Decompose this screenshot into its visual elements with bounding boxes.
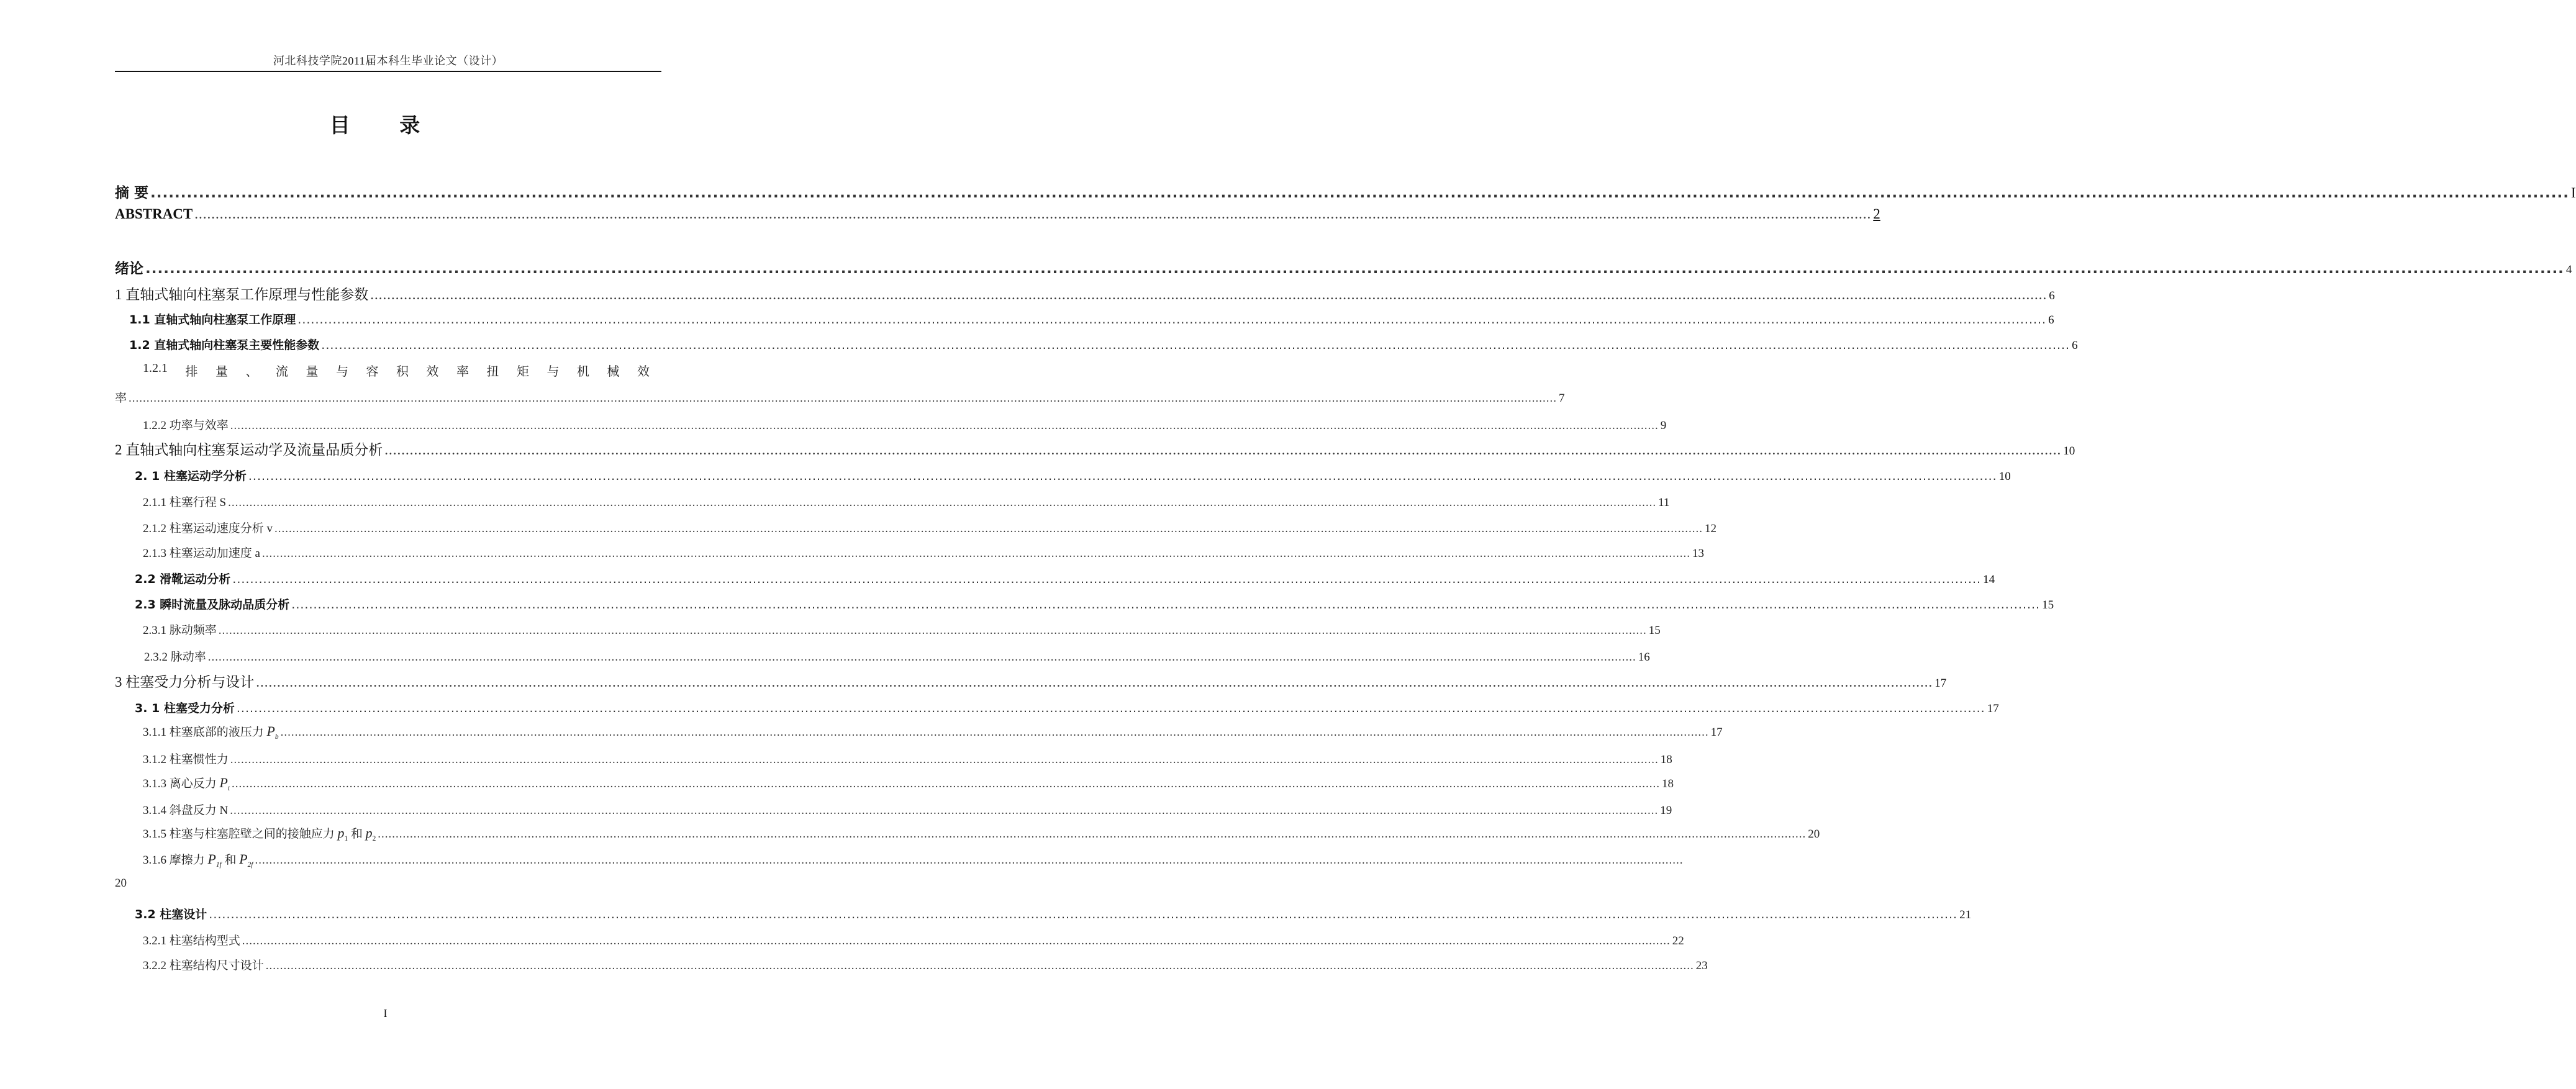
math-symbol: P [266,724,275,739]
toc-label [143,723,279,741]
toc-page: 23 [1695,959,1708,972]
toc-label: 2.2 滑靴运动分析 [135,572,231,586]
toc-entry-1-2-1-line2[interactable] [115,389,1565,405]
toc-label-text: 3.1.5 柱塞与柱塞腔壁之间的接触应力 [143,828,335,841]
toc-page: 17 [1934,677,1947,690]
toc-entry-abstract-en[interactable] [115,206,1880,222]
toc-leader: ................................................................................................................................................................................................................................................................................................................................................................................................................ [384,442,2062,458]
toc-leader: ................................................................................................................................................................................................................................................................................................................................................................................................................ [321,338,2070,352]
toc-page: 9 [1660,419,1667,432]
toc-page: 18 [1662,777,1674,790]
toc-page: 7 [1559,392,1565,405]
toc-leader: ................................................................................................................................................................................................................................................................................................................................................................................................................ [242,934,1671,947]
math-subscript: 2 [372,834,376,843]
toc-leader: ................................................................................................................................................................................................................................................................................................................................................................................................................ [150,185,2569,201]
toc-label [143,825,376,843]
toc-label: 3. 1 柱塞受力分析 [135,702,235,715]
toc-entry-1-2[interactable] [129,336,2078,353]
toc-page: 15 [2042,599,2054,612]
math-symbol: p [365,826,373,841]
toc-label-text: 3.1.1 柱塞底部的液压力 [143,726,264,739]
toc-label: 2.1.1 柱塞行程 S [143,496,227,509]
toc-entry-3-1-3[interactable] [143,774,1674,792]
toc-label: 摘 要 [115,185,149,201]
toc-entry-2-3[interactable] [135,595,2054,612]
toc-label: 1.1 直轴式轴向柱塞泵工作原理 [129,313,296,327]
toc-label [143,774,230,792]
toc-page: 10 [2063,445,2075,458]
toc-page: 16 [1638,651,1650,664]
toc-label: 绪论 [115,261,143,277]
toc-label: 2.1.3 柱塞运动加速度 a [143,547,260,560]
toc-label-token: 效 [637,365,650,379]
toc-leader: ................................................................................................................................................................................................................................................................................................................................................................................................................ [274,522,1703,535]
toc-leader: ................................................................................................................................................................................................................................................................................................................................................................................................................ [236,702,1985,715]
toc-label: 2.3.1 脉动频率 [143,624,217,637]
math-subscript: t [227,784,230,792]
toc-page: 17 [1710,726,1723,739]
header-rule [115,71,661,72]
toc-entry-2-3-2[interactable] [144,648,1650,664]
toc-page: 6 [2048,314,2054,327]
toc-label: 3.1.4 斜盘反力 N [143,804,229,817]
toc-entry-2-1[interactable] [135,467,2011,484]
toc-entry-3-1-6[interactable] [143,851,1684,869]
math-subscript: 2f [247,861,253,869]
toc-entry-3-1-1[interactable] [143,723,1723,741]
toc-label-text: 3.1.6 摩擦力 [143,854,205,867]
toc-page: 6 [2072,339,2078,352]
toc-entry-ch1[interactable] [115,283,2055,304]
toc-entry-ch2[interactable] [115,438,2075,459]
toc-page: 19 [1660,804,1672,817]
math-symbol: P [239,852,248,867]
page-title: 目 录 [329,113,442,137]
toc-label: 2.3.2 脉动率 [144,651,206,664]
toc-page: 17 [1987,702,1999,715]
toc-label: 3.2.1 柱塞结构型式 [143,934,240,947]
toc-label: 2.3 瞬时流量及脉动品质分析 [135,598,290,612]
toc-leader: ................................................................................................................................................................................................................................................................................................................................................................................................................ [218,624,1647,637]
toc-leader: ................................................................................................................................................................................................................................................................................................................................................................................................................ [297,313,2047,327]
toc-leader: ................................................................................................................................................................................................................................................................................................................................................................................................................ [230,804,1659,817]
toc-label-token: 与 [336,365,348,379]
toc-label-token: 率 [456,365,469,379]
math-subscript: 1f [215,861,222,869]
toc-leader: ................................................................................................................................................................................................................................................................................................................................................................................................................ [228,496,1657,509]
toc-entry-3-1-2[interactable] [143,750,1672,767]
toc-page: 13 [1692,547,1704,560]
toc-leader: ................................................................................................................................................................................................................................................................................................................................................................................................................ [230,419,1659,432]
math-subscript: b [274,733,279,741]
toc-label-token: 排 [185,365,198,379]
toc-label: 1.2.2 功率与效率 [143,419,229,432]
toc-label-token: 与 [546,365,560,379]
toc-entry-1-2-2[interactable] [143,416,1667,433]
toc-page: I [2570,185,2576,201]
toc-leader: ................................................................................................................................................................................................................................................................................................................................................................................................................ [261,547,1690,560]
toc-page: 15 [1648,624,1661,637]
toc-label-token: 械 [607,365,620,379]
toc-leader: ................................................................................................................................................................................................................................................................................................................................................................................................................ [370,287,2048,302]
toc-label: 2 直轴式轴向柱塞泵运动学及流量品质分析 [115,442,383,458]
toc-leader: ................................................................................................................................................................................................................................................................................................................................................................................................................ [256,674,1933,690]
toc-entry-2-3-1[interactable] [143,621,1661,638]
toc-label-conj: 和 [224,854,237,867]
toc-entry-3-1-4[interactable] [143,801,1672,818]
toc-entry-3-1[interactable] [135,699,1999,716]
toc-leader: ................................................................................................................................................................................................................................................................................................................................................................................................................ [145,261,2564,277]
toc-entry-2-2[interactable] [135,570,1995,587]
toc-page: 20 [115,877,127,890]
page-number: I [383,1007,388,1019]
toc-label-token: 容 [366,365,379,379]
toc-page: 2 [1873,206,1880,222]
toc-label-token: 扭 [486,365,499,379]
toc-entry-2-1-2[interactable] [143,519,1717,536]
toc-label: 1 直轴式轴向柱塞泵工作原理与性能参数 [115,287,369,302]
toc-leader: ................................................................................................................................................................................................................................................................................................................................................................................................................ [232,777,1661,790]
toc-label-token: 流 [276,365,288,379]
toc-page: 21 [1959,908,1972,921]
toc-label-token: 矩 [517,365,529,379]
toc-label-token: 、 [245,365,258,379]
toc-entry-1-2-1-line1[interactable] [143,361,650,379]
toc-page: 11 [1658,496,1670,509]
toc-label: 3.1.2 柱塞惯性力 [143,753,229,766]
toc-entry-1-1[interactable] [129,310,2054,327]
toc-entry-abstract-cn[interactable] [115,181,2576,202]
toc-entry-ch3[interactable] [115,671,1947,691]
toc-page: 12 [1705,522,1717,535]
toc-leader: ................................................................................................................................................................................................................................................................................................................................................................................................................ [232,572,1982,586]
toc-label-token: 效 [426,365,439,379]
toc-leader: ................................................................................................................................................................................................................................................................................................................................................................................................................ [280,726,1709,739]
toc-page: 6 [2049,289,2055,302]
toc-label: 3.2.2 柱塞结构尺寸设计 [143,959,264,972]
toc-entry-2-1-3[interactable] [143,544,1704,561]
toc-leader: ................................................................................................................................................................................................................................................................................................................................................................................................................ [209,908,1958,921]
toc-page: 20 [1808,828,1820,841]
toc-page: 10 [1998,470,2011,483]
toc-label: 2. 1 柱塞运动学分析 [135,469,247,483]
math-symbol: P [219,775,228,790]
toc-label: ABSTRACT [115,206,193,222]
toc-leader: ................................................................................................................................................................................................................................................................................................................................................................................................................ [378,828,1807,841]
toc-entry-3-2-2[interactable] [143,956,1708,973]
toc-label-token: 量 [215,365,228,379]
toc-label [143,851,253,869]
toc-entry-3-2[interactable] [135,905,1972,922]
toc-entry-3-1-5[interactable] [143,825,1820,843]
toc-leader: ................................................................................................................................................................................................................................................................................................................................................................................................................ [194,206,1872,222]
toc-leader: ................................................................................................................................................................................................................................................................................................................................................................................................................ [291,598,2041,612]
toc-label-token: 量 [306,365,319,379]
math-symbol: p [337,826,345,841]
toc-leader: ................................................................................................................................................................................................................................................................................................................................................................................................................ [255,854,1684,867]
toc-label: 2.1.2 柱塞运动速度分析 v [143,522,273,535]
toc-entry-introduction[interactable] [115,257,2572,278]
toc-label-token: 1.2.1 [143,361,168,375]
toc-page: 4 [2565,263,2572,276]
toc-entry-3-2-1[interactable] [143,931,1684,948]
toc-leader: ................................................................................................................................................................................................................................................................................................................................................................................................................ [129,392,1558,405]
toc-leader: ................................................................................................................................................................................................................................................................................................................................................................................................................ [207,651,1636,664]
toc-label: 3.2 柱塞设计 [135,908,207,921]
math-symbol: P [207,852,216,867]
toc-page: 18 [1660,753,1672,766]
toc-page: 22 [1672,934,1684,947]
running-header: 河北科技学院2011届本科生毕业论文（设计） [273,55,504,67]
toc-leader: ................................................................................................................................................................................................................................................................................................................................................................................................................ [265,959,1694,972]
toc-label: 率 [115,392,127,405]
toc-leader: ................................................................................................................................................................................................................................................................................................................................................................................................................ [230,753,1659,766]
toc-label-token: 积 [396,365,409,379]
toc-label-conj: 和 [350,828,363,841]
toc-leader: ................................................................................................................................................................................................................................................................................................................................................................................................................ [248,469,1997,483]
toc-label: 3 柱塞受力分析与设计 [115,674,255,690]
toc-label-text: 3.1.3 离心反力 [143,777,217,790]
math-subscript: 1 [344,834,348,843]
toc-page: 14 [1983,573,1995,586]
toc-label-token: 机 [577,365,589,379]
toc-label: 1.2 直轴式轴向柱塞泵主要性能参数 [129,338,320,352]
toc-entry-2-1-1[interactable] [143,493,1670,510]
